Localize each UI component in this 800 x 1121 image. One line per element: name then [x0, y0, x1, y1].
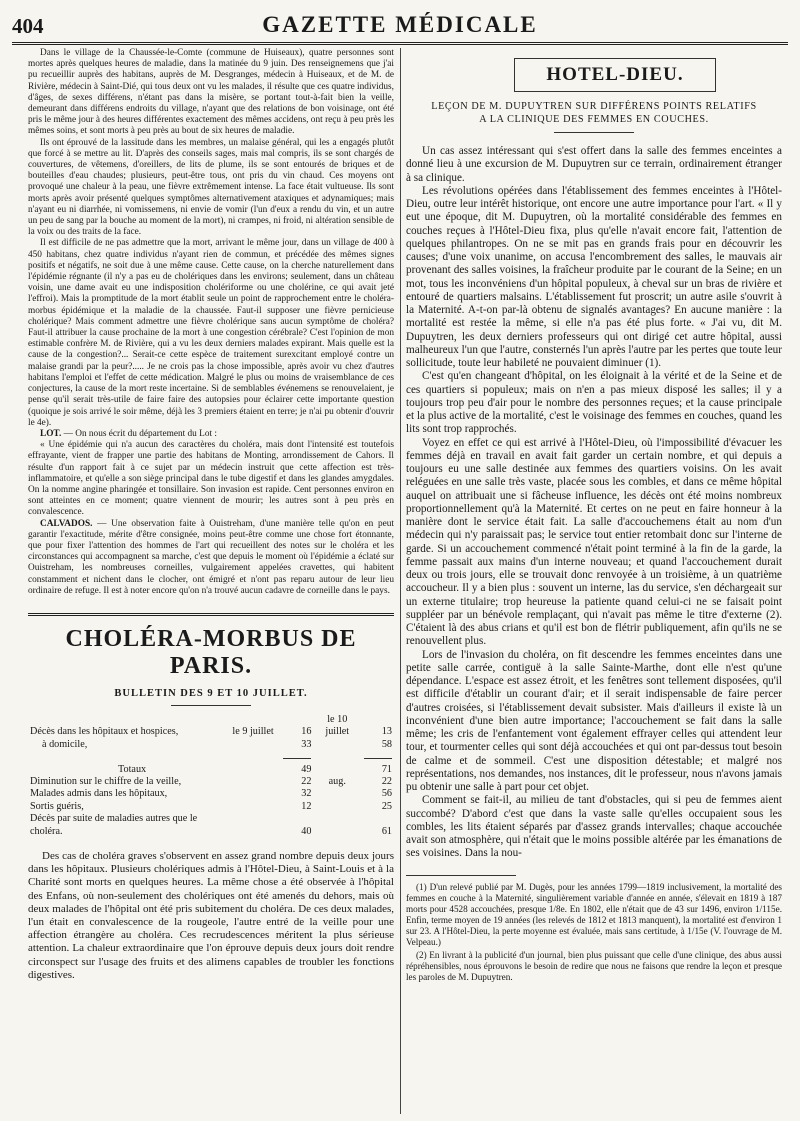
column-separator — [400, 48, 401, 1114]
lot-intro: — On nous écrit du département du Lot : — [61, 428, 217, 439]
lecon-line-2: A LA CLINIQUE DES FEMMES EN COUCHES. — [479, 114, 709, 125]
right-column — [406, 48, 782, 1114]
table-header-9: le 9 juillet — [232, 726, 274, 738]
table-cell-9: 40 — [301, 825, 312, 837]
table-row — [28, 801, 394, 813]
table-row — [28, 751, 394, 763]
table-cell-label: Sortis guéris, — [30, 800, 84, 812]
table-cell-10: 58 — [381, 738, 392, 750]
table-cell-9: 12 — [301, 800, 312, 812]
article-paragraph-6: Comment se fait-il, au milieu de tant d'obstacles, qui si peu de femmes aient succombé? D'abord c'est que dans la vaste salle qu'elles occupaient sous les combles, les lits étaient séparés par d'assez grands intervalles; chaque accouchée avait son atmosphère, qui n'était que le moins possible altérée par les émanations de ses voisines. Dans la nou- — [406, 794, 782, 860]
cholera-title: CHOLÉRA-MORBUS DE PARIS. — [65, 625, 357, 679]
subtitle-rule — [554, 132, 634, 133]
table-row — [28, 714, 394, 739]
table-row — [28, 764, 394, 776]
sum-rule — [364, 758, 392, 759]
lecon-line-1: LEÇON DE M. DUPUYTREN SUR DIFFÉRENS POINTS RELATIFS — [431, 101, 757, 112]
table-cell-10: 13 — [381, 726, 392, 738]
page-header — [12, 10, 788, 38]
table-cell-9: 49 — [301, 763, 312, 775]
hotel-dieu-article — [406, 145, 782, 861]
intro-paragraph-3: Il est difficile de ne pas admettre que la mort, arrivant le même jour, dans un village de 400 à 450 habitans, chez quatre individus n'ayant rien de commun, et précédée des mêmes signes positifs et négatifs, ne soit due à une même cause. Cette cause, on la cherche naturellement dans l'épidémie régnante (il n'y a pas eu de cholériques dans les environs; seulement, dans un château voisin, une dame avait eu une indisposition cholériforme ou une cholérine, ce qui avait jeté l'effroi). Mais la promptitude de la mort établit seule un point de rapprochement entre le choléra-morbus épidémique et la maladie de la chaussée. Faut-il supposer une fièvre pernicieuse cholérique? Mais comment admettre une fièvre cholérique sans aucun symptôme de choléra? Faut-il attribuer la cause prochaine de la mort à une congestion cérébrale? C'est l'opinion de mon estimable confrère M. de Rivière, qui a vu les deux derniers malades expirant. Mais quelle est la cause de la congestion?... Serait-ce cette espèce de traitement surexcitant employé contre un malaise grandi par la peur?..... Je ne crois pas la chose impossible, après avoir vu chez d'autres habitans l'emploi et l'effet de cette médication. Malgré le plus ou moins de vraisemblance de ces conjectures, la cause de la mort reste incertaine. Si de semblables événemens se renouvelaient, je pense qu'il serait très-utile de faire faire des autopsies pour éclairer cette importante question (quoique je sois arrivé le soir même, déjà les 3 premiers étaient en terre; je n'ai pu obtenir d'ouvrir le 4e). — [28, 238, 394, 428]
table-row — [28, 813, 394, 838]
table-cell-10: 71 — [381, 763, 392, 775]
bulletin-title: BULLETIN DES 9 ET 10 JUILLET. — [114, 687, 308, 699]
table-cell-note: aug. — [328, 775, 346, 787]
lot-heading-line — [28, 429, 394, 440]
lecon-subtitle — [406, 100, 782, 126]
calvados-label: CALVADOS. — [40, 518, 93, 529]
left-column — [28, 48, 394, 1114]
footnote-2: (2) En livrant à la publicité d'un journal, bien plus puissant que celle d'une clinique, des abus aussi répréhensibles, nous éprouvons le besoin de redire que nous ne faisons que rendre la leçon et presque les paroles de M. Dupuytren. — [406, 949, 782, 982]
table-cell-10: 25 — [381, 800, 392, 812]
sum-rule — [283, 758, 311, 759]
footnote-1: (1) D'un relevé publié par M. Dugès, pour les années 1799—1819 inclusivement, la mortalité des femmes en couche à la Maternité, singulièrement variable d'année en année, s'élevait en 1819 à 187 morts pour 4528 accouchées, presque 1/8e. En 1802, elle n'était que de 43 sur 1496, environ 1/115e. Enfin, terme moyen de 19 années (les relevés de 1812 et 1813 manquent), la mortalité est d'environ 1 sur 23. A l'Hôtel-Dieu, la perte moyenne est évaluée, mais sans certitude, à 1/15e (V. l'ouvrage de M. Velpeau.) — [406, 881, 782, 947]
page-number: 404 — [12, 14, 44, 38]
table-cell-10: 61 — [381, 825, 392, 837]
article-paragraph-5: Lors de l'invasion du choléra, on fit descendre les femmes enceintes dans une petite salle carrée, contiguë à la salle Sainte-Marthe, dont elle n'est qu'une dépendance. L'espace est assez étroit, et les fenêtres sont tellement disposées, qu'il est difficile d'établir un courant d'air; et il serait indispensable de faire percer d'autres croisées, si l'établissement devait subsister. Mais d'ailleurs il existe là un inconvénient d'une bien autre importance; l'accouchement se fait dans la salle même; les cris de l'enfantement vont également effrayer celles qui attendent leur tour, et tourmenter celles qui sont déjà accouchées et qui ont par-dessus tout besoin de calme et de sommeil. C'est une disposition détestable; et malgré nos représentations, nos demandes, nos instances, dit le professeur, nous n'avons jamais pu obtenir une salle à part pour cet objet. — [406, 648, 782, 793]
table-cell-label: Malades admis dans les hôpitaux, — [30, 788, 168, 800]
article-paragraph-1: Un cas assez intéressant qui s'est offert dans la salle des femmes enceintes a donné lieu à une excursion de M. Dupuytren sur ce terrain, ordinairement étranger à sa clinique. — [406, 145, 782, 184]
article-paragraph-3: C'est qu'en changeant d'hôpital, on les éloignait à la vérité et de la Seine et de ces quartiers si populeux; mais on n'en a pas mieux disposé les salles; il y a toujours trop peu d'air pour le nombre des personnes reçues; et la cause principale et la plus active de la mortalité, c'est le voisinage des femmes en couches, quand les lits sont trop rapprochés. — [406, 370, 782, 436]
table-cell-9: 32 — [301, 788, 312, 800]
table-cell-label: Décès dans les hôpitaux et hospices, — [30, 726, 179, 738]
table-row — [28, 739, 394, 751]
intro-article — [28, 48, 394, 597]
journal-title: GAZETTE MÉDICALE — [262, 12, 538, 37]
table-cell-9: 33 — [301, 738, 312, 750]
calvados-paragraph: Une observation faite à Ouistreham, d'une manière telle qu'on en peut garantir l'exactitude, mérite d'être consignée, moins peut-être comme une chose fort étonnante, que pour fixer l'attention des hommes de l'art qui recueillent des notes sur le choléra et les circonstances qui accompagnent sa marche, c'est que depuis le moment où l'épidémie a éclaté sur Ouistreham, les nombreuses corneilles, vulgairement appelées cravettes, qui habitent constamment et nichent dans le clocher, ont émigré et n'ont pas reparu autour de leur lieu ordinaire de refuge. Il est à noter encore qu'on n'a trouvé aucun cadavre de corneille dans le pays. — [28, 518, 394, 596]
table-cell-label: Décès par suite de maladies autres que le choléra. — [30, 813, 198, 837]
cholera-article — [28, 850, 394, 982]
table-cell-label: à domicile, — [42, 738, 88, 750]
article-paragraph-4: Voyez en effet ce qui est arrivé à l'Hôtel-Dieu, où l'impossibilité d'évacuer les femmes déjà en travail en avait fait garder un certain nombre, et qui depuis a toujours eu une salle destinée aux femmes des quartiers voisins. On les avait reléguées en une salle très vaste, placée sous les combles, et dans ce même hôpital auquel on attribuait une si fâcheuse influence, les décès ont été moins nombreux proportionnellement qu'à la Maternité. Et certes on ne peut en faire honneur à la manière dont le service était fait. La salle d'accouchemens était au nom d'un médecin qui n'y paraissait pas; le service tout entier retombait donc sur l'interne de garde. Si un accouchement commencé n'était point terminé à la fin de la garde, la femme passait aux mains d'un interne nouveau; et quand l'accouchement durait deux ou trois jours, elle se trouvait donc renvoyée à un troisième, à un quatrième accoucheur. Il y a bien plus : souvent un interne, las du service, s'en déchargeait sur un externe titulaire; trop heureuse la patiente quand celui-ci ne se faisait point suppléer par un bénévole remplaçant, qui n'avait pas même le titre d'externe (2). C'étaient là des abus crians et qu'il est bon de flétrir publiquement, afin qu'ils ne se renouvellent plus. — [406, 436, 782, 648]
article-paragraph-2: Les révolutions opérées dans l'établissement des femmes enceintes à l'Hôtel-Dieu, outre leur intérêt historique, ont encore une autre importance pour l'art. « Il y eut une époque, dit M. Dupuytren, où la mortalité considérable des femmes en couches reçues à l'Hôtel-Dieu fixa, plus qu'elle n'avait encore fait, l'attention de quelques philantropes. On ne se mit pas en grands frais pour en découvrir les causes; d'une voix unanime, on accusa l'encombrement des salles, le mauvais air provenant des salles voisines, la fraîcheur produite par le courant de la Seine; en un mot, tous les inconvéniens d'un hôpital populeux, à cheval sur un bras de rivière et entouré de quartiers malsains. L'établissement fut proscrit; un autre asile s'ouvrit à la Maternité. A-t-on par-là obtenu de signalés avantages? En aucune manière : la mortalité est restée la même, si elle n'a pas été plus forte. « J'ai vu, dit M. Dupuytren, les deux derniers professeurs qui ont dirigé cet autre hôpital, aussi malheureux l'un que l'autre, consternés l'un après l'autre par les pertes que toute leur sollicitude, toute leur habileté ne pouvaient diminuer (1). — [406, 184, 782, 369]
cholera-paragraph: Des cas de choléra graves s'observent en assez grand nombre depuis deux jours dans les hôpitaux. Plusieurs cholériques admis à l'Hôtel-Dieu, à Saint-Louis et à la Charité sont morts en quelques heures. La même chose a été observée à l'hôpital des Enfans, où non-seulement des cholériques ont été amenés du dehors, mais où deux malades de l'hôpital ont été pris subitement du choléra. De ces deux malades, l'un était en convalescence de la rougeole, l'autre entré de la veille pour une affection étrangère au choléra. Ces recrudescences méritent la plus sérieuse attention. La chaleur extraordinaire que l'on éprouve depuis deux jours doit rendre circonspect sur l'usage des fruits et des alimens capables de troubler les fonctions digestives. — [28, 850, 394, 981]
table-cell-10: 22 — [381, 775, 392, 787]
section-rule — [28, 613, 394, 616]
hotel-dieu-title: HOTEL-DIEU. — [514, 58, 716, 92]
intro-paragraph-2: Ils ont éprouvé de la lassitude dans les membres, un malaise général, qui les a engagés plutôt que forcé à se mettre au lit. D'après des conseils sages, mais mal compris, ils se sont chargés de couvertures, de vêtemens, d'oreillers, de lits de plume, ils se sont entourés de briques et de bouteilles d'eau chaudes; plusieurs, peut-être tous, ont pris du vin chaud. Ces moyens ont provoqué une chaleur à la peau, une fièvre extrêmement intense. La face était vultueuse. Ils sont morts après avoir présenté quelques symptômes alternativement ataxiques et adynamiques; mais n'ayant eu ni diarrhée, ni vomissemens, ni envie de vomir (l'un d'eux a rendu du vin, et un autre un peu de sang par la bouche au moment de la mort), ni crampes, ni froid, ni altération sensible de la voix ou des traits de la face. — [28, 137, 394, 238]
lot-label: LOT. — [40, 428, 62, 439]
bulletin-rule — [171, 705, 251, 706]
table-header-10: le 10 juillet — [325, 713, 350, 738]
footnote-rule — [406, 875, 516, 876]
footnotes — [406, 882, 782, 983]
table-cell-label: Totaux — [118, 763, 147, 775]
table-cell-9: 16 — [301, 726, 312, 738]
calvados-sep: — — [92, 518, 112, 529]
intro-paragraph-1: Dans le village de la Chaussée-le-Comte (commune de Huiseaux), quatre personnes sont mortes après quelques heures de maladie, dans la matinée du 9 juin. Des renseignemens que j'ai pu recueillir auprès des habitans, auprès de M. Desgranges, médecin à Huiseaux, et de M. de Rivière, médecin à Saint-Dié, qui tous deux ont vu les malades, il résulte que ces quatre individus, d'âges, de sexes différens, n'étant pas dans la misère, se portant tout-à-fait bien la veille, demeurant dans différens endroits du village, n'ayant que des relations de bon voisinage, ont été pris le même jour à des heures différentes exactement des mêmes accidens, ont reçu à peu près les mêmes soins, et sont morts à peu près au bout de six heures de maladie. — [28, 48, 394, 137]
table-row — [28, 776, 394, 788]
table-cell-10: 56 — [381, 788, 392, 800]
table-cell-label: Diminution sur le chiffre de la veille, — [30, 775, 182, 787]
table-cell-9: 22 — [301, 775, 312, 787]
table-row — [28, 788, 394, 800]
lot-paragraph: « Une épidémie qui n'a aucun des caractères du choléra, mais dont l'intensité est toutefois effrayante, vient de frapper une partie des habitans de Monting, arrondissement de Cahors. Il résulte d'un rapport fait à ce sujet par un médecin instruit que cette affection est très-inflammatoire, et qu'elle a son siège principal dans le tube digestif et dans les glandes amygdales. On la nomme angine pharingée et tonsillaire. Son invasion est rapide. Cent personnes environ en sont atteintes en ce moment; quatre viennent de mourir; les autres sont à peu près en convalescence. — [28, 440, 394, 518]
calvados-line — [28, 519, 394, 597]
header-rule — [12, 42, 788, 45]
bulletin-table — [28, 714, 394, 838]
